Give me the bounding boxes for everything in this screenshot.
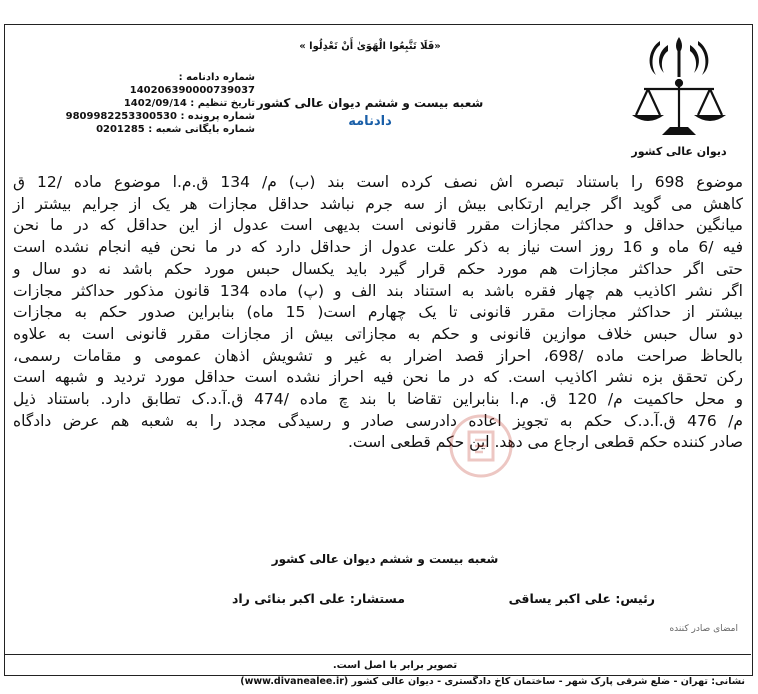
emblem-block (619, 31, 739, 163)
meta-row: شماره دادنامه : 140206390000739037 (129, 72, 255, 96)
body-line: کاهش می گوید اگر جرایم ارتکابی بیش از سه جرم نباشد حداقل مجازات هر یک از جرایم بیشتر از (13, 194, 743, 213)
meta-row: شماره بایگانی شعبه : 0201285 (96, 124, 255, 135)
body-line: صادر کننده حکم قطعی ارجاع می دهد. این حکم قطعی است. (347, 433, 743, 452)
body-line: دو سال حبس خلاف موازین قانونی و حکم به مجازاتی بیش از مجازات مقرر قانونی است به علاوه (13, 324, 743, 343)
advisor-judge: مستشار: علی اکبر بنائی راد (231, 591, 405, 606)
quran-verse: «فَلَا تَتَّبِعُوا الْهَوَىٰ أَنْ تَعْدِلُوا » (299, 41, 441, 52)
body-line: میانگین حداقل و حداکثر مجازات مقرر قانونی است بدیهی است عدول از این حداقل که در ما نحن (13, 216, 743, 235)
body-line: رکن تحقق بزه نشر اکاذیب است. که در ما نحن فیه احراز نشده است حداقل مورد تردید و شبهه است (13, 368, 743, 387)
body-line: حتی اگر حداکثر مجازات هم مورد حکم قرار گیرد باید یکسال حبس مورد حکم باشد نه دو سال و (13, 259, 743, 278)
body-line: فیه /6 ماه و 16 روز است نیاز به ذکر علت عدول از حداقل دارد که در ما نحن فیه انجام نشده است (13, 238, 744, 257)
document-frame (4, 24, 753, 687)
body-line: بالحاظ صراحت ماده /698، احراز قصد اضرار به غیر و تشویش اذهان عمومی و مقامات رسمی، (13, 346, 743, 365)
meta-row: شماره پرونده : 9809982253300530 (65, 111, 255, 122)
branch-name: شعبه بیست و ششم دیوان عالی کشور (256, 96, 484, 110)
court-name: دیوان عالی کشور (631, 145, 727, 158)
signature-branch: شعبه بیست و ششم دیوان عالی کشور (271, 552, 499, 566)
document-header (5, 25, 751, 165)
body-line: اگر نشر اکاذیب هم چهار فقره باشد به استناد بند الف و (پ) ماده 134 قانون مذکور حداکثر مجازات (13, 281, 743, 300)
watermark-logo-icon (445, 410, 517, 482)
document-meta (65, 71, 255, 136)
body-line: بیشتر از حداکثر مجازات مقرر قانونی تا یک چهارم است( 15 ماه) بنابراین صدور حکم به مجازات (13, 303, 743, 322)
header-center (255, 41, 485, 129)
body-line: و محل حاکمیت م/ 120 ق. م.ا بنابراین تقاضا با بند چ ماده /474 ق.آ.د.ک تطابق دارد. باستناد ذیل (13, 390, 743, 409)
body-line: م/ 476 ق.آ.د.ک حکم به تجویز اعاده دادرسی صادر و رسیدگی مجدد را به شعبه هم عرض دادگاه (13, 411, 744, 430)
document-title: دادنامه (348, 114, 392, 129)
court-address: نشانی: تهران - ضلع شرقی پارک شهر - ساختمان کاخ دادگستری - دیوان عالی کشور (www.divanealee.ir) (240, 676, 745, 687)
verdict-body (13, 172, 743, 454)
signature-placeholder: امضای صادر کننده (669, 624, 738, 634)
chief-judge: رئیس: علی اکبر یساقی (508, 591, 655, 606)
copy-certification: تصویر برابر با اصل است. (332, 660, 458, 671)
meta-row: تاریخ تنظیم : 1402/09/14 (123, 98, 255, 109)
footer-divider (5, 654, 751, 655)
body-line: موضوع 698 را باستناد تبصره اش نصف کرده است بند (ب) م/ 134 ق.م.ا موضوع ماده /12 ق (13, 173, 743, 191)
judiciary-emblem-icon (624, 31, 734, 143)
